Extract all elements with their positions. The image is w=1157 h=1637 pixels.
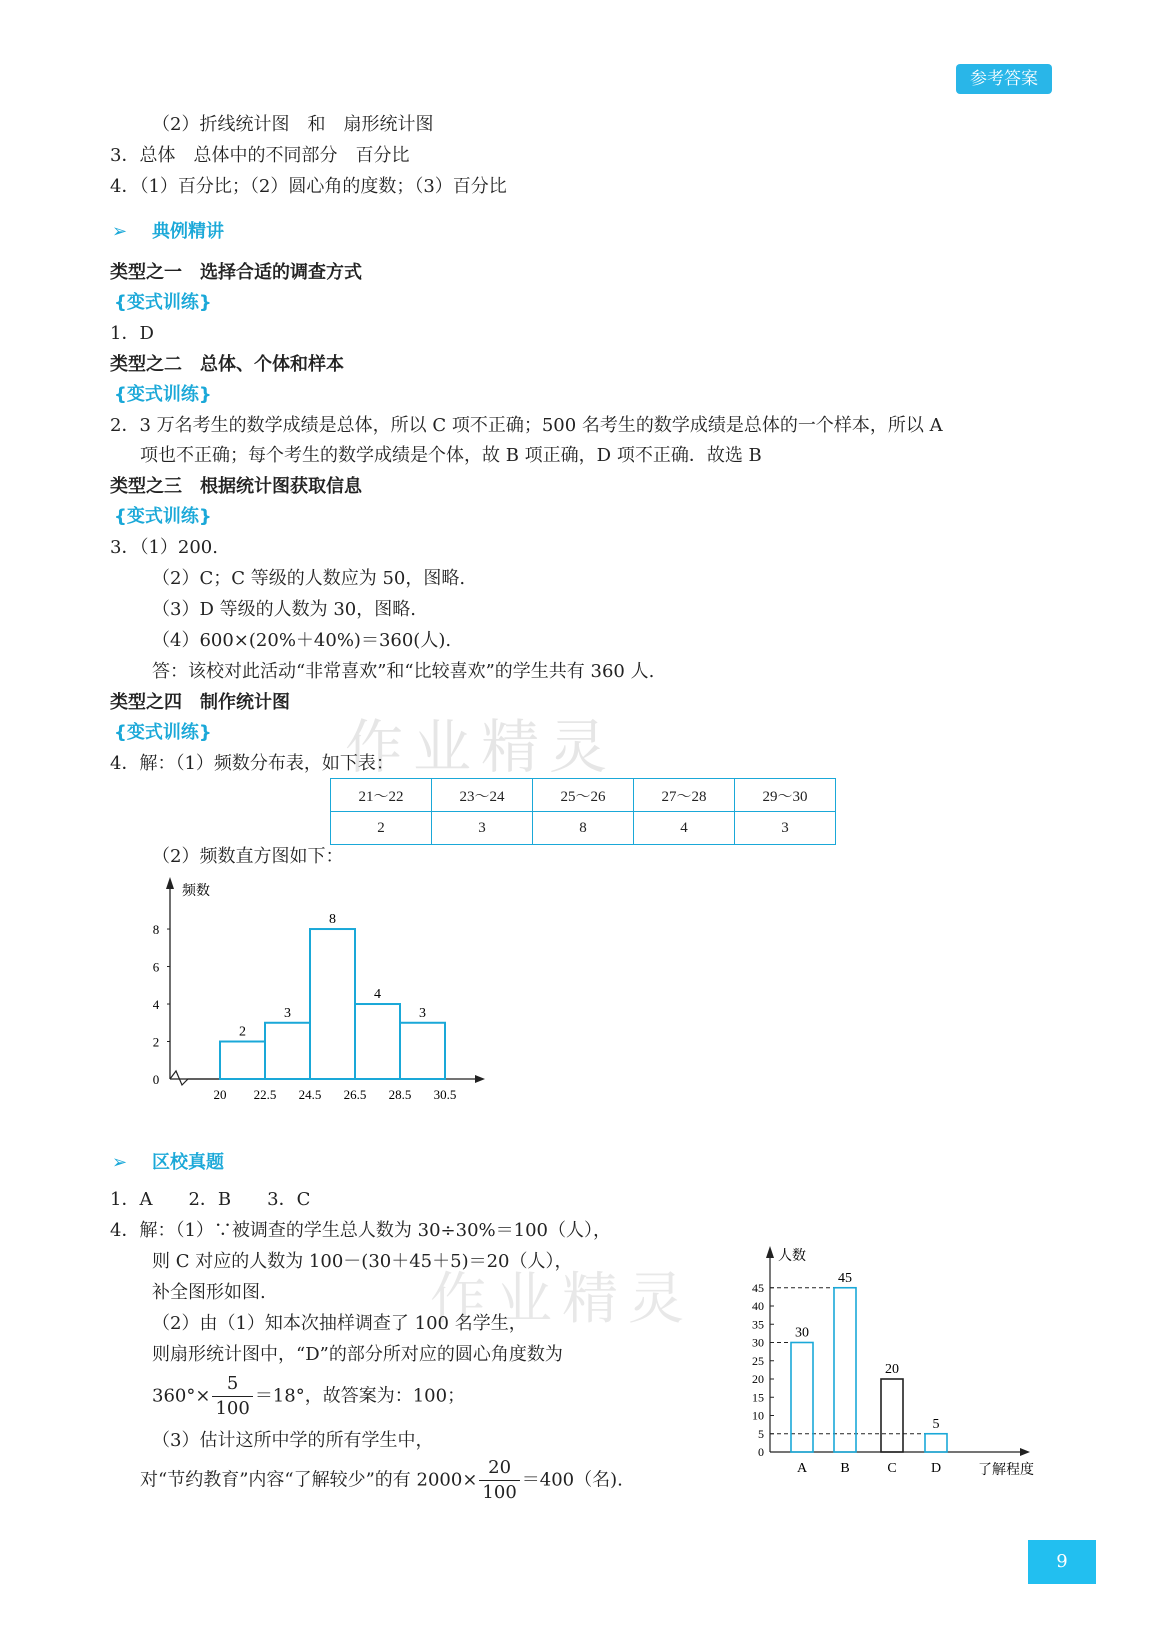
q-line-1: 1．A 2．B 3．C <box>110 1189 311 1210</box>
bar-data-label: 5 <box>932 1416 940 1432</box>
table-cell: 3 <box>432 812 533 845</box>
y-axis-label: 频数 <box>182 884 210 899</box>
y-tick-label: 8 <box>152 922 160 938</box>
table-header-cell: 21～22 <box>331 779 432 812</box>
table-header-cell: 29～30 <box>735 779 836 812</box>
bar-data-label: 3 <box>419 1005 426 1021</box>
watermark-2: 作业精灵 <box>430 1267 694 1332</box>
type2-line-2: 项也不正确；每个考生的数学成绩是个体，故 B 项正确，D 项不正确．故选 B <box>140 445 762 466</box>
type1-tag: {变式训练} <box>114 292 212 313</box>
section-arrow-icon: ➢ <box>112 221 128 242</box>
y-tick-label: 25 <box>752 1353 764 1368</box>
section-title-exam: 区校真题 <box>152 1152 224 1173</box>
table-cell: 3 <box>735 812 836 845</box>
bar-data-label: 8 <box>329 912 336 928</box>
y-tick-label: 10 <box>752 1408 764 1423</box>
bar <box>881 1379 903 1452</box>
top-line-1: （2）折线统计图 和 扇形统计图 <box>152 114 434 135</box>
q-line-8: （3）估计这所中学的所有学生中， <box>152 1430 434 1451</box>
y-tick-label: 2 <box>152 1034 160 1050</box>
fraction-denominator: 100 <box>215 1398 250 1419</box>
q-line-5: （2）由（1）知本次抽样调查了 100 名学生， <box>152 1313 527 1334</box>
page-number: 9 <box>1028 1540 1096 1584</box>
type2-title: 类型之二 总体、个体和样本 <box>110 354 344 375</box>
table-cell: 8 <box>533 812 634 845</box>
axis-break-icon <box>170 1071 220 1085</box>
q7-pre: 360°× <box>152 1385 211 1407</box>
y-tick-label: 6 <box>152 959 160 975</box>
type3-line-4: （4）600×(20%＋40%)＝360(人). <box>152 630 452 651</box>
type2-tag: {变式训练} <box>114 384 212 405</box>
x-axis-label: 了解程度 <box>978 1463 1034 1478</box>
q7-post: ＝18°，故答案为：100； <box>254 1385 466 1407</box>
bar-data-label: 2 <box>239 1024 246 1040</box>
bar-data-label: 30 <box>795 1325 809 1341</box>
section-title-examples: 典例精讲 <box>152 221 224 242</box>
top-line-2: 3．总体 总体中的不同部分 百分比 <box>110 145 410 166</box>
type3-title: 类型之三 根据统计图获取信息 <box>110 476 362 497</box>
x-tick-label: B <box>840 1461 850 1476</box>
q-line-7 <box>152 1372 465 1421</box>
fraction-denominator: 100 <box>482 1482 517 1503</box>
type1-title: 类型之一 选择合适的调查方式 <box>110 262 362 283</box>
bar <box>925 1434 947 1452</box>
x-tick-label: 28.5 <box>388 1087 412 1102</box>
answer-badge: 参考答案 <box>956 64 1052 94</box>
q-line-9 <box>140 1456 623 1505</box>
fraction-numerator: 20 <box>479 1456 519 1481</box>
type3-tag: {变式训练} <box>114 506 212 527</box>
type3-line-5: 答：该校对此活动“非常喜欢”和“比较喜欢”的学生共有 360 人. <box>152 661 655 682</box>
y-tick-label: 4 <box>152 997 160 1013</box>
histogram-bar <box>265 1023 310 1079</box>
x-axis-arrow-icon <box>475 1075 485 1083</box>
q-line-3: 则 C 对应的人数为 100－(30＋45＋5)＝20（人）， <box>152 1251 573 1272</box>
top-line-3: 4．（1）百分比；（2）圆心角的度数；（3）百分比 <box>110 176 507 197</box>
type4-tag: {变式训练} <box>114 722 212 743</box>
q-line-2: 4．解：（1）∵被调查的学生总人数为 30÷30%＝100（人）， <box>110 1220 611 1241</box>
x-tick-label: 26.5 <box>343 1087 367 1102</box>
fraction <box>212 1372 252 1421</box>
y-tick-label: 45 <box>752 1280 764 1295</box>
histogram-bar <box>355 1004 400 1079</box>
table-row <box>331 812 836 845</box>
y-axis-arrow-icon <box>166 877 174 889</box>
table-row <box>331 779 836 812</box>
bar-data-label: 20 <box>885 1362 899 1377</box>
q9-post: ＝400（名). <box>521 1469 623 1491</box>
histogram-bar <box>400 1023 445 1079</box>
watermark: 作业精灵 <box>345 713 618 781</box>
table-header-cell: 27～28 <box>634 779 735 812</box>
x-tick-label: A <box>796 1461 808 1476</box>
q-line-6: 则扇形统计图中，“D”的部分所对应的圆心角度数为 <box>152 1344 563 1365</box>
y-tick-label: 20 <box>752 1372 764 1386</box>
bar-data-label: 4 <box>374 987 381 1003</box>
type3-line-3: （3）D 等级的人数为 30，图略. <box>152 599 416 620</box>
x-tick-label: C <box>887 1461 897 1476</box>
bar <box>834 1288 856 1452</box>
y-tick-label: 30 <box>752 1335 764 1350</box>
histogram-chart <box>140 875 500 1105</box>
x-axis-arrow-icon <box>1020 1448 1030 1456</box>
table-header-cell: 25～26 <box>533 779 634 812</box>
fraction-numerator: 5 <box>212 1372 252 1397</box>
y-tick-label: 40 <box>752 1299 764 1313</box>
table-header-cell: 23～24 <box>432 779 533 812</box>
x-tick-label: D <box>930 1461 942 1476</box>
y-tick-label: 15 <box>752 1390 764 1405</box>
x-tick-label: 20 <box>213 1087 227 1102</box>
y-tick-label: 35 <box>752 1317 764 1332</box>
x-tick-label: 22.5 <box>253 1087 277 1102</box>
bar-data-label: 45 <box>838 1270 852 1286</box>
y-axis-label: 人数 <box>778 1249 806 1264</box>
x-tick-label: 30.5 <box>433 1087 457 1102</box>
type3-line-2: （2）C；C 等级的人数应为 50，图略. <box>152 568 466 589</box>
section-arrow-icon-2: ➢ <box>112 1152 128 1173</box>
y-tick-label: 0 <box>758 1445 764 1459</box>
y-tick-label: 0 <box>152 1072 160 1087</box>
type3-line-1: 3．（1）200. <box>110 537 218 558</box>
y-tick-label: 5 <box>758 1426 764 1441</box>
q9-pre: 对“节约教育”内容“了解较少”的有 2000× <box>140 1469 478 1491</box>
table-cell: 2 <box>331 812 432 845</box>
table-cell: 4 <box>634 812 735 845</box>
type4-line-1: 4．解：（1）频数分布表，如下表： <box>110 753 394 774</box>
q-line-4: 补全图形如图. <box>152 1282 266 1303</box>
x-tick-label: 24.5 <box>298 1087 322 1102</box>
type2-line-1: 2．3 万名考生的数学成绩是总体，所以 C 项不正确；500 名考生的数学成绩是总体的一个样本，所以 A <box>110 415 943 436</box>
bar-data-label: 3 <box>284 1005 291 1021</box>
type4-line-2: （2）频数直方图如下： <box>152 846 344 867</box>
type4-title: 类型之四 制作统计图 <box>110 692 290 713</box>
frequency-table <box>330 778 836 845</box>
awareness-bar-chart <box>740 1238 1040 1488</box>
histogram-bar <box>220 1042 265 1079</box>
y-axis-arrow-icon <box>766 1246 774 1258</box>
type1-answer: 1．D <box>110 323 154 344</box>
bar <box>791 1343 813 1453</box>
fraction <box>479 1456 519 1505</box>
histogram-bar <box>310 929 355 1079</box>
